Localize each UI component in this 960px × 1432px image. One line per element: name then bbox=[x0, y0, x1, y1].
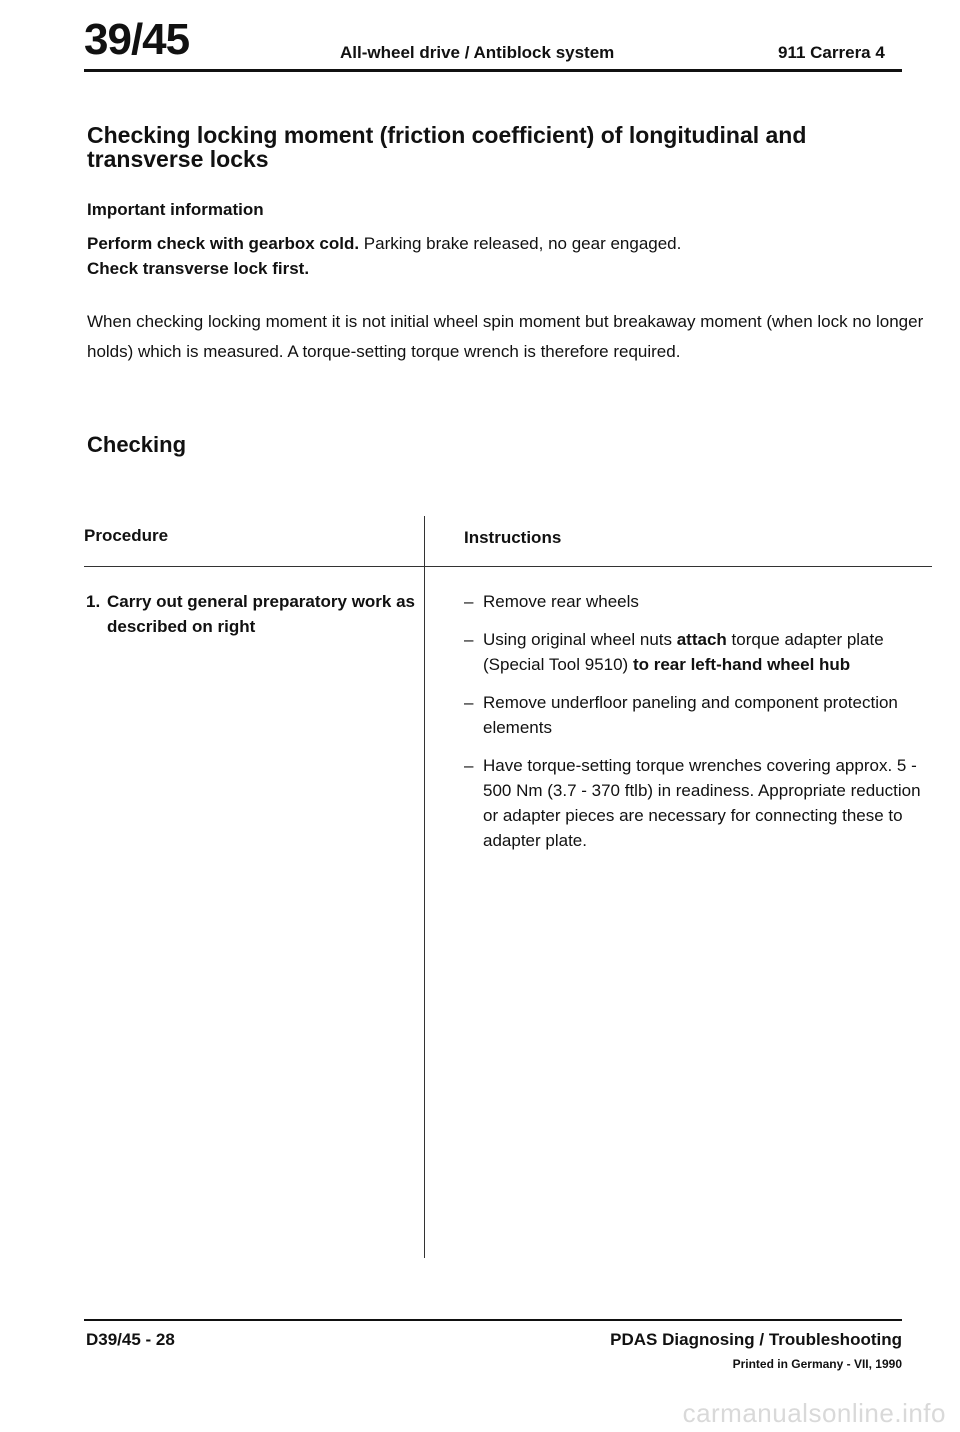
important-line-1-bold: Perform check with gearbox cold. bbox=[87, 234, 360, 253]
instruction-item bbox=[464, 690, 932, 740]
footer-manual-title: PDAS Diagnosing / Troubleshooting bbox=[610, 1330, 902, 1349]
page-number: 39/45 bbox=[84, 15, 190, 64]
important-heading: Important information bbox=[87, 200, 264, 219]
instruction-emphasis: attach bbox=[676, 630, 727, 649]
table-header-rule bbox=[84, 566, 932, 567]
dash-bullet: – bbox=[464, 693, 474, 712]
footer-print-info: Printed in Germany - VII, 1990 bbox=[732, 1357, 902, 1371]
dash-bullet: – bbox=[464, 592, 474, 611]
instruction-item bbox=[464, 589, 932, 614]
instructions-list bbox=[464, 589, 932, 866]
instruction-text: Have torque-setting torque wrenches covering approx. 5 - 500 Nm (3.7 - 370 ftlb) in readiness. Appropriate reduction or adapter pieces are necessary for connecting these to adapter plate. bbox=[483, 756, 921, 850]
dash-bullet: – bbox=[464, 630, 474, 649]
footer-page-code: D39/45 - 28 bbox=[86, 1330, 175, 1349]
instruction-text: Remove rear wheels bbox=[483, 592, 639, 611]
procedure-step bbox=[86, 589, 416, 639]
instructions-column-header: Instructions bbox=[464, 528, 562, 547]
checking-heading: Checking bbox=[87, 432, 187, 457]
section-title: All-wheel drive / Antiblock system bbox=[340, 43, 615, 62]
instruction-text: Remove underfloor paneling and component protection elements bbox=[483, 693, 898, 737]
instruction-item bbox=[464, 753, 932, 853]
dash-bullet: – bbox=[464, 756, 474, 775]
important-paragraph: When checking locking moment it is not initial wheel spin moment but breakaway moment (when lock no longer holds) which is measured. A torque-setting torque wrench is therefore required. bbox=[87, 312, 924, 361]
procedure-column-header: Procedure bbox=[84, 526, 169, 545]
instruction-text: torque adapter plate (Special Tool 9510) bbox=[483, 630, 884, 674]
instruction-text: Using original wheel nuts bbox=[483, 630, 677, 649]
page-title: Checking locking moment (friction coefficient) of longitudinal and transverse locks bbox=[87, 122, 807, 172]
important-line-2: Check transverse lock first. bbox=[87, 259, 310, 278]
procedure-step-number: 1. bbox=[86, 592, 101, 611]
header-rule bbox=[84, 69, 902, 72]
instruction-emphasis: to rear left-hand wheel hub bbox=[632, 655, 851, 674]
model-name: 911 Carrera 4 bbox=[778, 43, 885, 62]
important-line-1 bbox=[87, 233, 681, 255]
watermark: carmanualsonline.info bbox=[682, 1398, 946, 1428]
important-line-1-rest: Parking brake released, no gear engaged. bbox=[359, 234, 682, 253]
footer-rule bbox=[84, 1319, 902, 1321]
procedure-step-text: Carry out general preparatory work as described on right bbox=[107, 592, 416, 636]
table-column-divider bbox=[424, 516, 425, 1258]
instruction-item bbox=[464, 627, 932, 677]
